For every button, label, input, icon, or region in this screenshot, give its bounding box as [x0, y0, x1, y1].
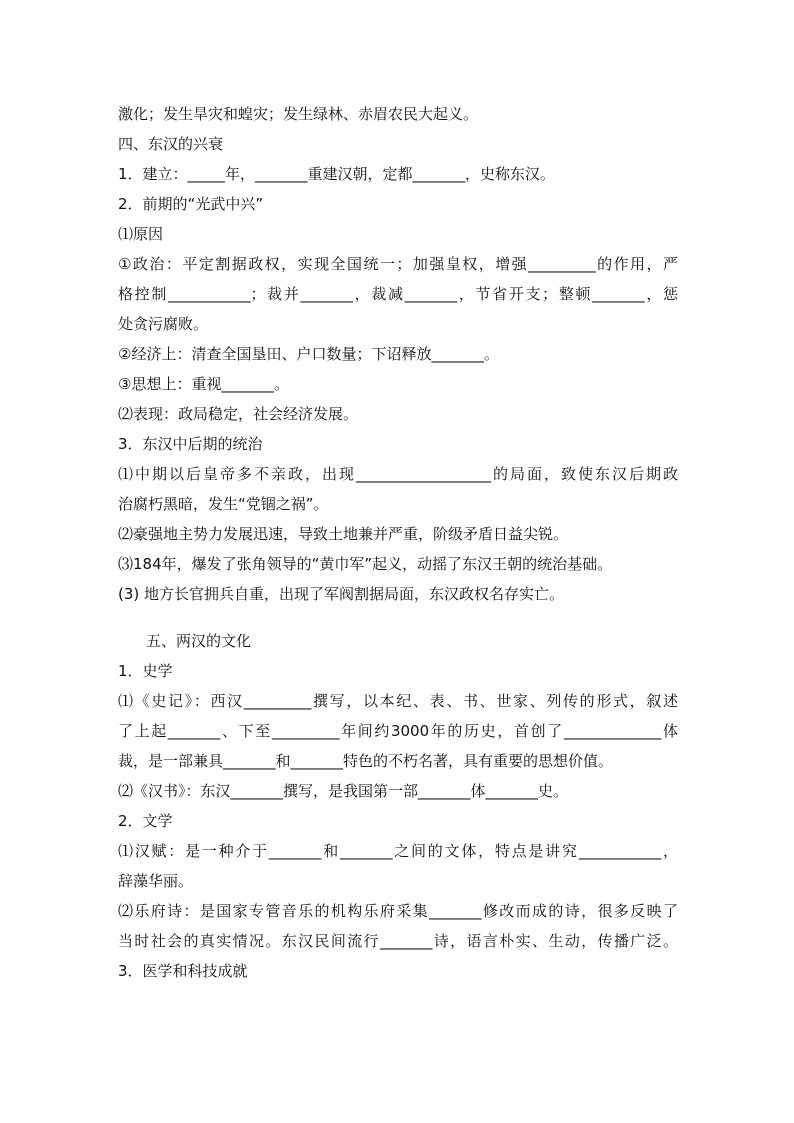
text-line: ③思想上：重视_______。 [118, 375, 289, 393]
section-heading: 四、东汉的兴衰 [118, 135, 224, 153]
text-line: 当时社会的真实情况。东汉民间流行_______诗，语言朴实、生动，传播广泛。 [118, 932, 678, 950]
text-line: ⑵乐府诗：是国家专管音乐的机构乐府采集_______修改而成的诗，很多反映了 [118, 902, 678, 920]
text-line: 格控制___________；裁并_______，裁减_______，节省开支；整顿_______，惩 [118, 285, 678, 303]
text-line: 辞藻华丽。 [118, 872, 194, 890]
text-line: 1．建立：_____年，_______重建汉朝，定都_______，史称东汉。 [118, 165, 556, 183]
document-page [118, 99, 678, 986]
text-line: (3) 地方长官拥兵自重，出现了军阀割据局面，东汉政权名存实亡。 [118, 585, 565, 603]
text-line: ⑴原因 [118, 225, 164, 243]
subsection-heading: 3．医学和科技成就 [118, 962, 248, 980]
text-line: 了上起_______、下至_________年间约3000年的历史，首创了_____________体 [118, 722, 678, 740]
subsection-heading: 2．前期的“光武中兴” [118, 195, 264, 213]
text-line: ①政治：平定割据政权，实现全国统一；加强皇权，增强_________的作用，严 [118, 255, 678, 273]
text-line: ⑵《汉书》：东汉_______撰写，是我国第一部_______体_______史。 [118, 782, 569, 800]
text-line: 裁，是一部兼具_______和_______特色的不朽名著，具有重要的思想价值。 [118, 752, 614, 770]
text-line: ⑴中期以后皇帝多不亲政，出现__________________的局面，致使东汉后期政 [118, 465, 678, 483]
text-line: ②经济上：清查全国垦田、户口数量；下诏释放_______。 [118, 345, 499, 363]
text-line: 激化；发生旱灾和蝗灾；发生绿林、赤眉农民大起义。 [118, 105, 479, 123]
text-line: 治腐朽黑暗，发生“党锢之祸”。 [118, 495, 329, 513]
section-heading: 五、两汉的文化 [146, 632, 252, 650]
text-line: ⑵豪强地主势力发展迅速，导致土地兼并严重，阶级矛盾日益尖锐。 [118, 525, 569, 543]
subsection-heading: 3．东汉中后期的统治 [118, 435, 263, 453]
spacer [118, 609, 678, 626]
text-line: ⑴汉赋：是一种介于_______和_______之间的文体，特点是讲究___________， [118, 842, 678, 860]
text-line: ⑶184年，爆发了张角领导的“黄巾军”起义，动摇了东汉王朝的统治基础。 [118, 555, 613, 573]
text-line: 处贪污腐败。 [118, 315, 209, 333]
subsection-heading: 1．史学 [118, 662, 173, 680]
subsection-heading: 2．文学 [118, 812, 173, 830]
text-line: ⑴《史记》：西汉_________撰写，以本纪、表、书、世家、列传的形式，叙述 [118, 692, 678, 710]
text-line: ⑵表现：政局稳定，社会经济发展。 [118, 405, 359, 423]
